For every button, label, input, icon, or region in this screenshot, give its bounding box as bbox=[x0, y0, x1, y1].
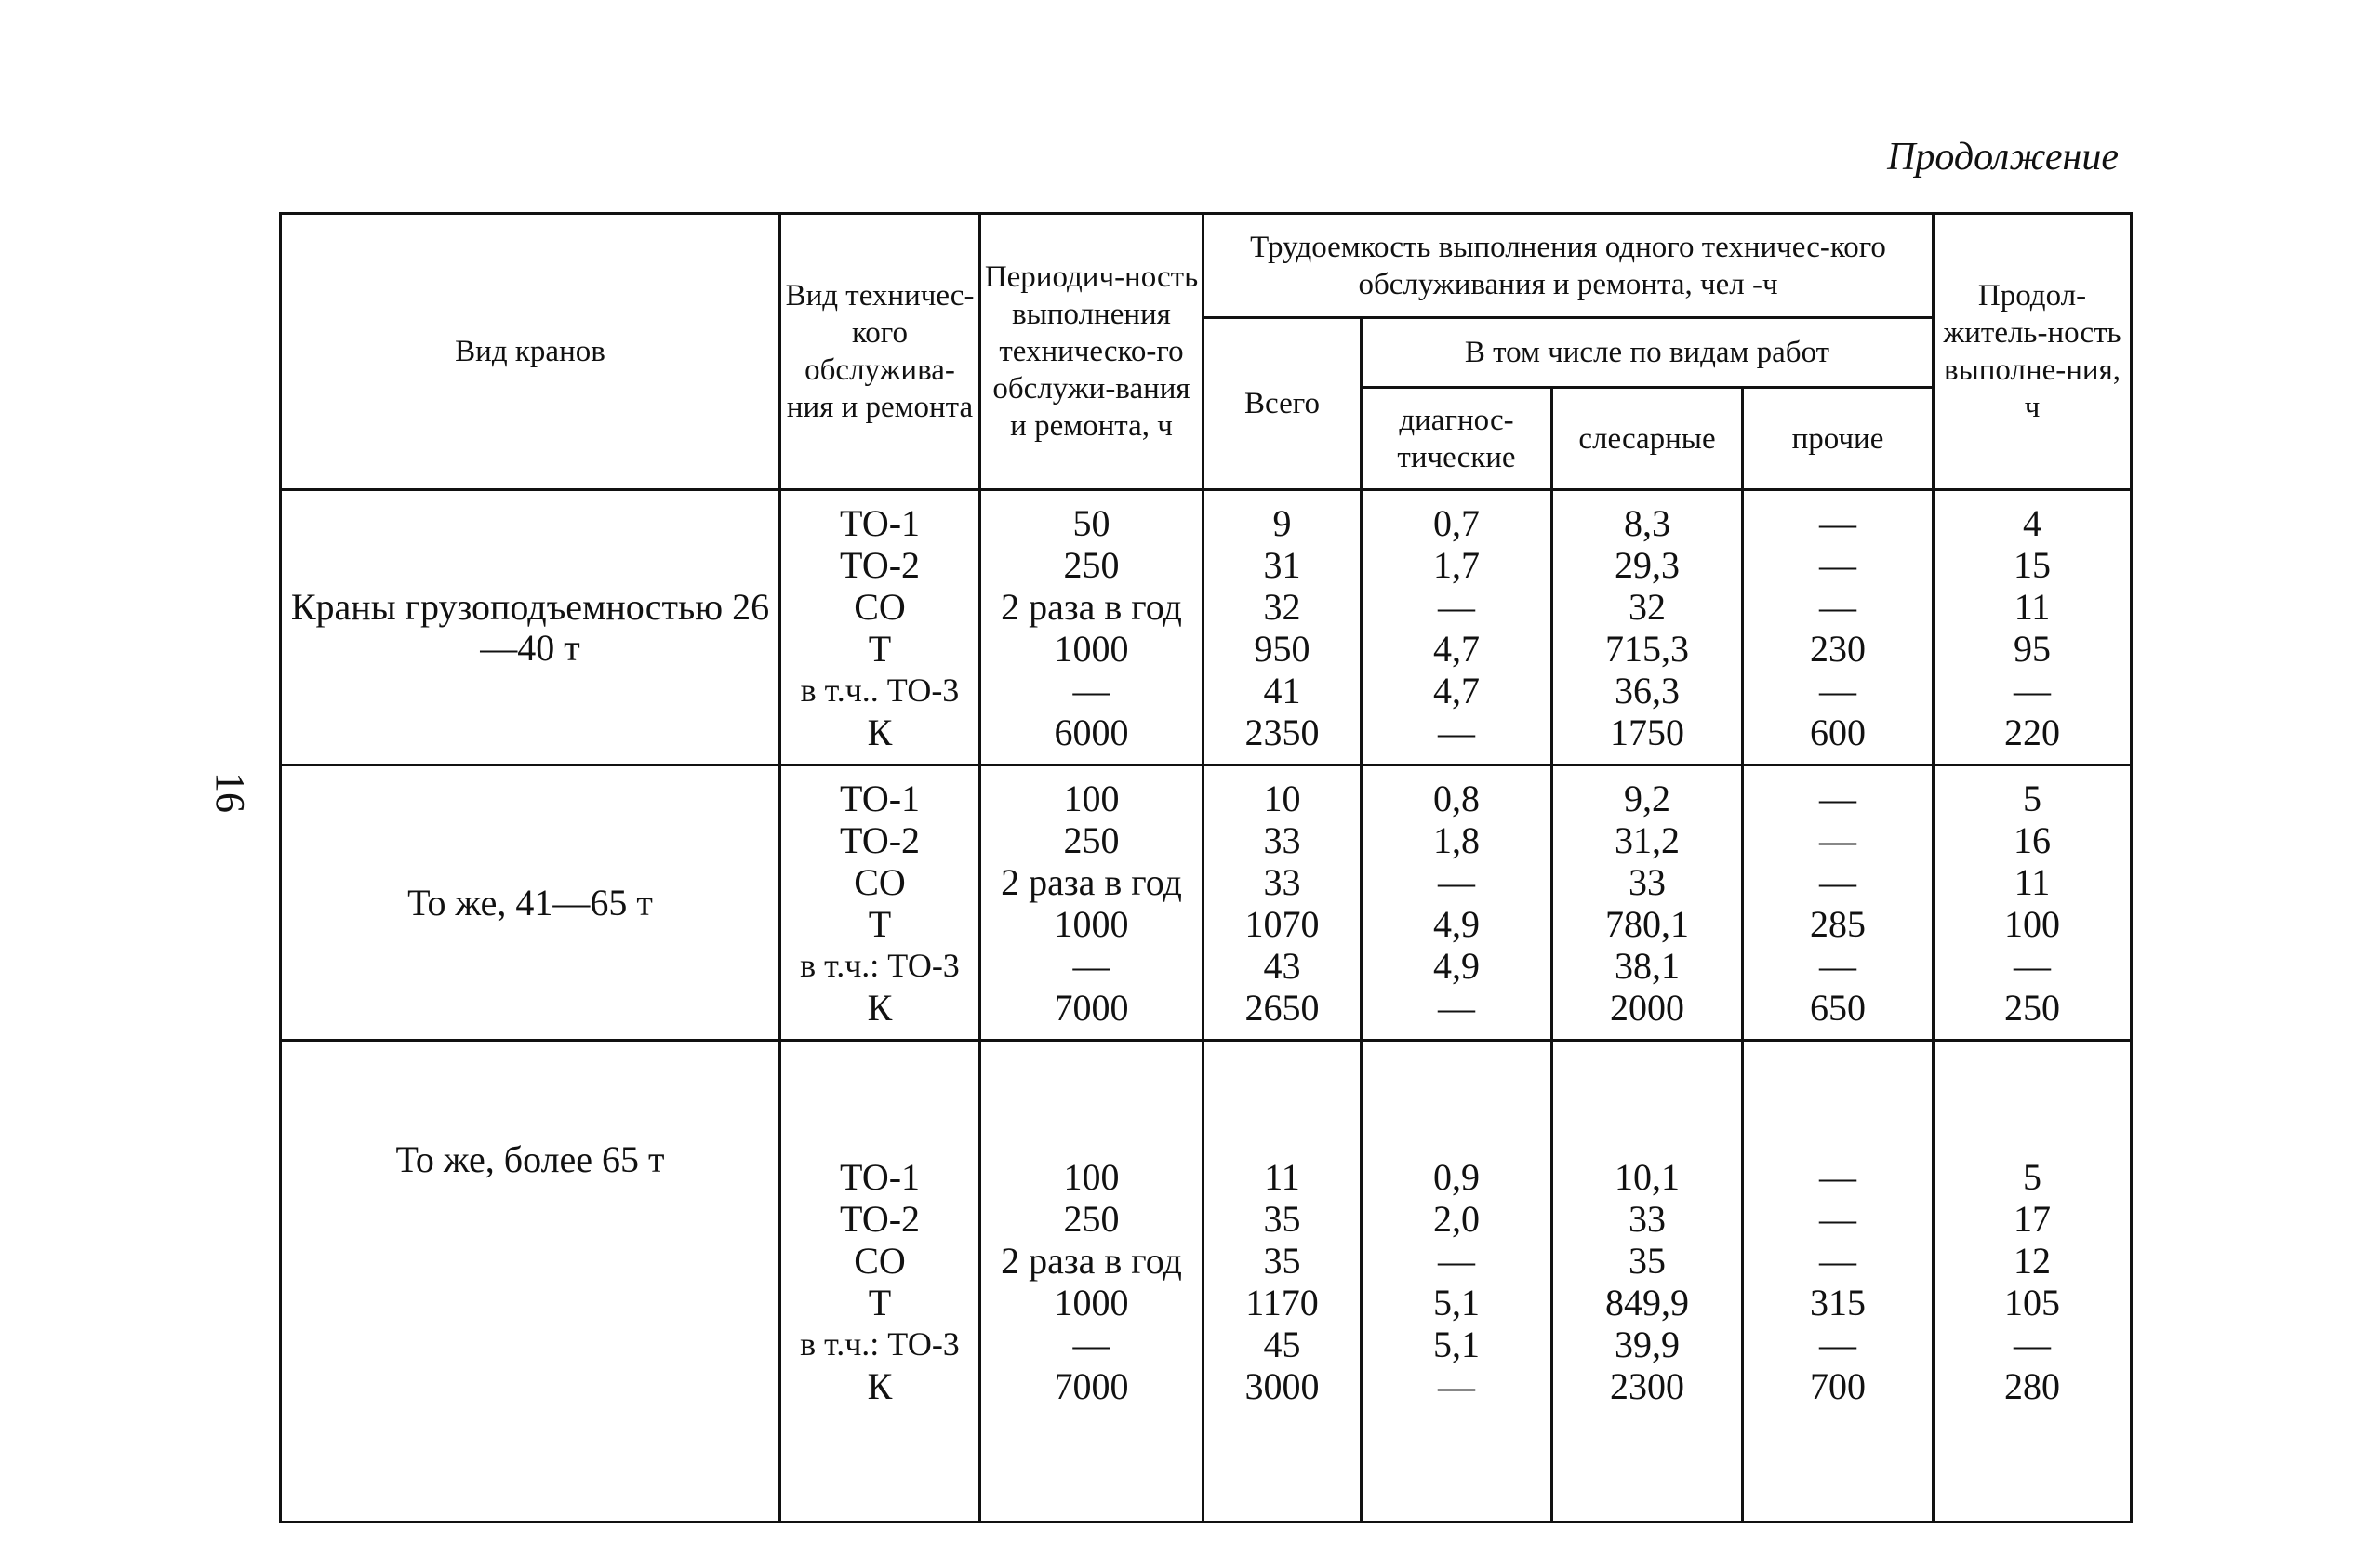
value: 3000 bbox=[1244, 1364, 1320, 1407]
value: ТО-2 bbox=[839, 1197, 921, 1240]
service-type-cell bbox=[780, 490, 980, 765]
value: 5 bbox=[2023, 1155, 2042, 1198]
value: 650 bbox=[1810, 986, 1866, 1029]
value: 100 bbox=[2004, 902, 2061, 945]
value: 1,8 bbox=[1433, 818, 1480, 861]
value: Т bbox=[868, 627, 892, 670]
value: 38,1 bbox=[1615, 944, 1680, 987]
value: ТО-1 bbox=[839, 501, 921, 544]
value: — bbox=[1438, 711, 1475, 753]
value: 2 раза в год bbox=[1001, 1239, 1182, 1282]
value: 29,3 bbox=[1615, 543, 1680, 586]
diagnostic-cell bbox=[1362, 1041, 1552, 1523]
value: 16 bbox=[2014, 818, 2052, 861]
value: — bbox=[1072, 1323, 1110, 1365]
value: 43 bbox=[1263, 944, 1301, 987]
value: 33 bbox=[1629, 860, 1666, 903]
value: — bbox=[2014, 1323, 2052, 1365]
value: 1070 bbox=[1244, 902, 1320, 945]
diagnostic-cell bbox=[1362, 490, 1552, 765]
value: 100 bbox=[1063, 1155, 1120, 1198]
value: 15 bbox=[2014, 543, 2052, 586]
table-row bbox=[281, 1041, 2132, 1523]
service-type-cell bbox=[780, 765, 980, 1041]
value: 1000 bbox=[1054, 1281, 1129, 1323]
value: 31 bbox=[1263, 543, 1301, 586]
other-cell bbox=[1743, 1041, 1934, 1523]
value: — bbox=[1819, 1239, 1856, 1282]
value: 35 bbox=[1263, 1239, 1301, 1282]
fitting-cell bbox=[1552, 490, 1743, 765]
value: — bbox=[1438, 585, 1475, 628]
value: 12 bbox=[2014, 1239, 2052, 1282]
value: 230 bbox=[1810, 627, 1866, 670]
value: 2,0 bbox=[1433, 1197, 1480, 1240]
periodicity-cell bbox=[980, 765, 1203, 1041]
value: 11 bbox=[2014, 860, 2051, 903]
total-cell bbox=[1203, 1041, 1362, 1523]
value: 36,3 bbox=[1615, 669, 1680, 712]
value: 7000 bbox=[1054, 1364, 1129, 1407]
page-number: 16 bbox=[207, 772, 254, 813]
other-cell bbox=[1743, 490, 1934, 765]
value: — bbox=[2014, 944, 2052, 987]
fitting-cell bbox=[1552, 765, 1743, 1041]
value: 715,3 bbox=[1605, 627, 1689, 670]
value: — bbox=[2014, 669, 2052, 712]
value: 285 bbox=[1810, 902, 1866, 945]
value: 100 bbox=[1063, 777, 1120, 819]
value: — bbox=[1438, 986, 1475, 1029]
value: 780,1 bbox=[1605, 902, 1689, 945]
value: 2300 bbox=[1610, 1364, 1684, 1407]
value: 1000 bbox=[1054, 902, 1129, 945]
crane-type-cell: То же, более 65 т bbox=[281, 1041, 780, 1523]
service-type-cell bbox=[780, 1041, 980, 1523]
value: — bbox=[1438, 1239, 1475, 1282]
value: — bbox=[1819, 860, 1856, 903]
value: 1750 bbox=[1610, 711, 1684, 753]
value: 95 bbox=[2014, 627, 2052, 670]
maintenance-table bbox=[279, 212, 2133, 1523]
fitting-cell bbox=[1552, 1041, 1743, 1523]
header-by-work-type: В том числе по видам работ bbox=[1362, 318, 1934, 388]
value: 33 bbox=[1263, 860, 1301, 903]
crane-type-cell: Краны грузоподъемностью 26—40 т bbox=[281, 490, 780, 765]
value: 35 bbox=[1263, 1197, 1301, 1240]
value: 250 bbox=[1063, 543, 1120, 586]
value: 220 bbox=[2004, 711, 2061, 753]
value: — bbox=[1072, 669, 1110, 712]
value: 0,7 bbox=[1433, 501, 1480, 544]
value: — bbox=[1072, 944, 1110, 987]
value: — bbox=[1438, 860, 1475, 903]
value: 250 bbox=[2004, 986, 2061, 1029]
value: — bbox=[1819, 669, 1856, 712]
other-cell bbox=[1743, 765, 1934, 1041]
value: 11 bbox=[2014, 585, 2051, 628]
total-cell bbox=[1203, 765, 1362, 1041]
value: СО bbox=[854, 1239, 906, 1282]
duration-cell bbox=[1934, 490, 2132, 765]
value: 5,1 bbox=[1433, 1281, 1480, 1323]
value: в т.ч.. ТО-3 bbox=[800, 671, 960, 709]
header-diagnostic: диагнос-тические bbox=[1362, 388, 1552, 490]
value: — bbox=[1819, 818, 1856, 861]
header-other: прочие bbox=[1743, 388, 1934, 490]
value: 10,1 bbox=[1615, 1155, 1680, 1198]
value: 700 bbox=[1810, 1364, 1866, 1407]
header-duration: Продол-житель-ность выполне-ния, ч bbox=[1934, 214, 2132, 490]
duration-cell bbox=[1934, 765, 2132, 1041]
value: К bbox=[867, 1364, 893, 1407]
value: 105 bbox=[2004, 1281, 2061, 1323]
table-row bbox=[281, 490, 2132, 765]
total-cell bbox=[1203, 490, 1362, 765]
value: 45 bbox=[1263, 1323, 1301, 1365]
value: СО bbox=[854, 585, 906, 628]
value: ТО-1 bbox=[839, 777, 921, 819]
value: К bbox=[867, 986, 893, 1029]
header-labor-group: Трудоемкость выполнения одного техничес-кого обслуживания и ремонта, чел -ч bbox=[1203, 214, 1934, 318]
value: 33 bbox=[1629, 1197, 1666, 1240]
value: 9 bbox=[1272, 501, 1292, 544]
crane-type-cell: То же, 41—65 т bbox=[281, 765, 780, 1041]
value: ТО-2 bbox=[839, 818, 921, 861]
table-row bbox=[281, 765, 2132, 1041]
header-periodicity: Периодич-ность выполнения техническо-го обслужи-вания и ремонта, ч bbox=[980, 214, 1203, 490]
value: 4 bbox=[2023, 501, 2042, 544]
value: — bbox=[1438, 1364, 1475, 1407]
value: 1000 bbox=[1054, 627, 1129, 670]
value: 280 bbox=[2004, 1364, 2061, 1407]
value: 6000 bbox=[1054, 711, 1129, 753]
value: К bbox=[867, 711, 893, 753]
header-fitting: слесарные bbox=[1552, 388, 1743, 490]
value: Т bbox=[868, 902, 892, 945]
value: 39,9 bbox=[1615, 1323, 1680, 1365]
value: 1,7 bbox=[1433, 543, 1480, 586]
value: — bbox=[1819, 1323, 1856, 1365]
value: 2350 bbox=[1244, 711, 1320, 753]
value: 9,2 bbox=[1624, 777, 1670, 819]
value: — bbox=[1819, 944, 1856, 987]
value: в т.ч.: ТО-3 bbox=[800, 946, 960, 984]
value: 2 раза в год bbox=[1001, 585, 1182, 628]
header-crane-type: Вид кранов bbox=[281, 214, 780, 490]
continuation-label: Продолжение bbox=[1887, 136, 2119, 179]
value: 11 bbox=[1264, 1155, 1300, 1198]
value: 0,8 bbox=[1433, 777, 1480, 819]
value: 50 bbox=[1072, 501, 1110, 544]
value: в т.ч.: ТО-3 bbox=[800, 1324, 960, 1363]
value: 250 bbox=[1063, 818, 1120, 861]
value: 35 bbox=[1629, 1239, 1666, 1282]
value: ТО-2 bbox=[839, 543, 921, 586]
value: 5 bbox=[2023, 777, 2042, 819]
value: 250 bbox=[1063, 1197, 1120, 1240]
header-service-type: Вид техничес-кого обслужива-ния и ремонта bbox=[780, 214, 980, 490]
value: 2650 bbox=[1244, 986, 1320, 1029]
value: 600 bbox=[1810, 711, 1866, 753]
value: 4,9 bbox=[1433, 944, 1480, 987]
value: 10 bbox=[1263, 777, 1301, 819]
value: — bbox=[1819, 1155, 1856, 1198]
value: 849,9 bbox=[1605, 1281, 1689, 1323]
value: ТО-1 bbox=[839, 1155, 921, 1198]
diagnostic-cell bbox=[1362, 765, 1552, 1041]
value: 315 bbox=[1810, 1281, 1866, 1323]
value: 2 раза в год bbox=[1001, 860, 1182, 903]
value: 41 bbox=[1263, 669, 1301, 712]
value: — bbox=[1819, 1197, 1856, 1240]
duration-cell bbox=[1934, 1041, 2132, 1523]
value: 950 bbox=[1254, 627, 1310, 670]
value: — bbox=[1819, 585, 1856, 628]
value: 32 bbox=[1629, 585, 1666, 628]
value: 1170 bbox=[1245, 1281, 1319, 1323]
value: 31,2 bbox=[1615, 818, 1680, 861]
periodicity-cell bbox=[980, 490, 1203, 765]
value: 2000 bbox=[1610, 986, 1684, 1029]
periodicity-cell bbox=[980, 1041, 1203, 1523]
value: — bbox=[1819, 501, 1856, 544]
value: 5,1 bbox=[1433, 1323, 1480, 1365]
value: 17 bbox=[2014, 1197, 2052, 1240]
value: 0,9 bbox=[1433, 1155, 1480, 1198]
value: 4,7 bbox=[1433, 627, 1480, 670]
value: Т bbox=[868, 1281, 892, 1323]
value: 8,3 bbox=[1624, 501, 1670, 544]
value: 4,9 bbox=[1433, 902, 1480, 945]
value: 4,7 bbox=[1433, 669, 1480, 712]
value: СО bbox=[854, 860, 906, 903]
value: 32 bbox=[1263, 585, 1301, 628]
value: — bbox=[1819, 543, 1856, 586]
header-total: Всего bbox=[1203, 318, 1362, 490]
value: 7000 bbox=[1054, 986, 1129, 1029]
value: — bbox=[1819, 777, 1856, 819]
value: 33 bbox=[1263, 818, 1301, 861]
